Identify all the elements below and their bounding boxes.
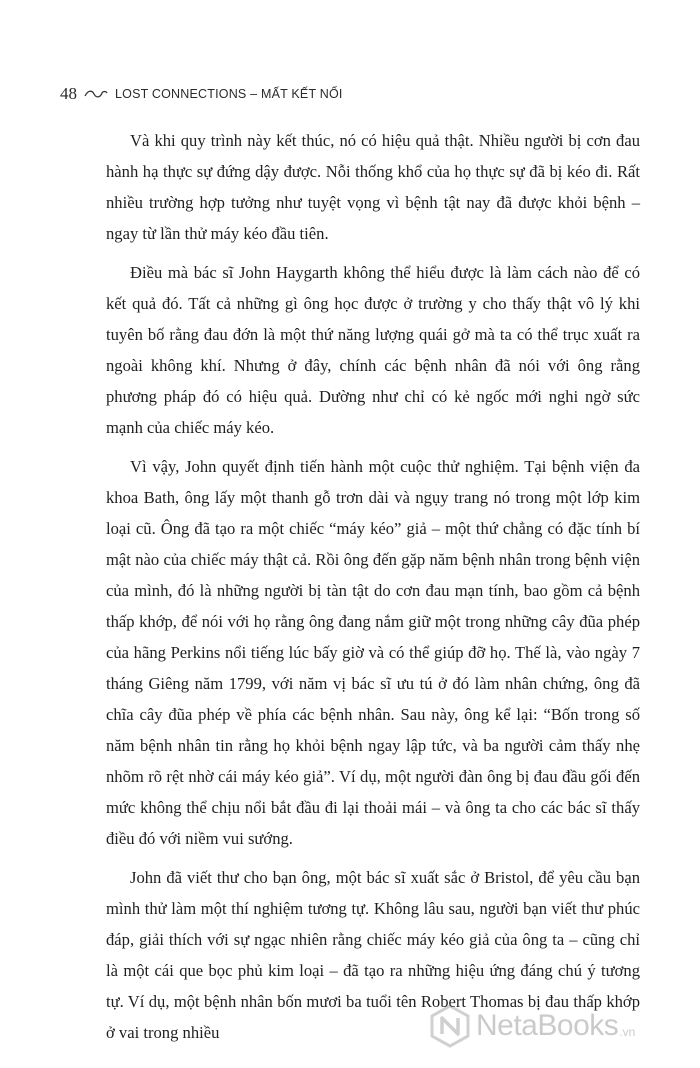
running-header	[60, 84, 343, 104]
paragraph: Và khi quy trình này kết thúc, nó có hiệu quả thật. Nhiều người bị cơn đau hành hạ thực sự đứng dậy được. Nỗi thống khổ của họ thực sự đã bị kéo đi. Rất nhiều trường hợp tưởng như tuyệt vọng vì bệnh tật nay đã được khỏi bệnh – ngay từ lần thử máy kéo đầu tiên.	[106, 131, 640, 243]
body-text	[106, 125, 640, 1056]
watermark-suffix: .vn	[619, 1025, 636, 1039]
paragraph: Vì vậy, John quyết định tiến hành một cuộc thử nghiệm. Tại bệnh viện đa khoa Bath, ông lấy một thanh gỗ trơn dài và ngụy trang nó trong một lớp kim loại cũ. Ông đã tạo ra một chiếc “máy kéo” giả – một thứ chẳng có đặc tính bí mật nào của chiếc máy thật cả. Rồi ông đến gặp năm bệnh nhân trong bệnh viện của mình, đó là những người bị tàn tật do cơn đau mạn tính, bao gồm cả bệnh thấp khớp, để nói với họ rằng ông đang nắm giữ một trong những cây đũa phép của hãng Perkins nổi tiếng lúc bấy giờ và có thể giúp đỡ họ. Thế là, vào ngày 7 tháng Giêng năm 1799, với năm vị bác sĩ ưu tú ở đó làm nhân chứng, ông đã chĩa cây đũa phép về phía các bệnh nhân. Sau này, ông kể lại: “Bốn trong số năm bệnh nhân tin rằng họ khỏi bệnh ngay lập tức, và ba người cảm thấy nhẹ nhõm rõ rệt nhờ cái máy kéo giả”. Ví dụ, một người đàn ông bị đau đầu gối đến mức không thể chịu nổi bắt đầu đi lại thoải mái – và ông ta cho các bác sĩ thấy điều đó với niềm vui sướng.	[106, 457, 640, 848]
paragraph: John đã viết thư cho bạn ông, một bác sĩ xuất sắc ở Bristol, để yêu cầu bạn mình thử làm một thí nghiệm tương tự. Không lâu sau, người bạn viết thư phúc đáp, giải thích với sự ngạc nhiên rằng chiếc máy kéo giả của ông ta – cũng chỉ là một cái que bọc phủ kim loại – đã tạo ra những hiệu ứng đáng chú ý tương tự. Ví dụ, một bệnh nhân bốn mươi ba tuổi tên Robert Thomas bị đau thấp khớp ở vai trong nhiều	[106, 868, 640, 1042]
paragraph: Điều mà bác sĩ John Haygarth không thể hiểu được là làm cách nào để có kết quả đó. Tất cả những gì ông học được ở trường y cho thấy thật vô lý khi tuyên bố rằng đau đớn là một thứ năng lượng quái gở mà ta có thể trục xuất ra ngoài không khí. Nhưng ở đây, chính các bệnh nhân đã nói với ông rằng phương pháp đó có hiệu quả. Dường như chỉ có kẻ ngốc mới nghi ngờ sức mạnh của chiếc máy kéo.	[106, 263, 640, 437]
swash-ornament-icon	[83, 88, 109, 100]
netabooks-logo-icon	[428, 1004, 472, 1048]
page-number: 48	[60, 84, 77, 103]
running-title: LOST CONNECTIONS – MẤT KẾT NỐI	[115, 87, 343, 101]
watermark	[428, 1004, 635, 1048]
watermark-brand: NetaBooks	[476, 1009, 619, 1042]
